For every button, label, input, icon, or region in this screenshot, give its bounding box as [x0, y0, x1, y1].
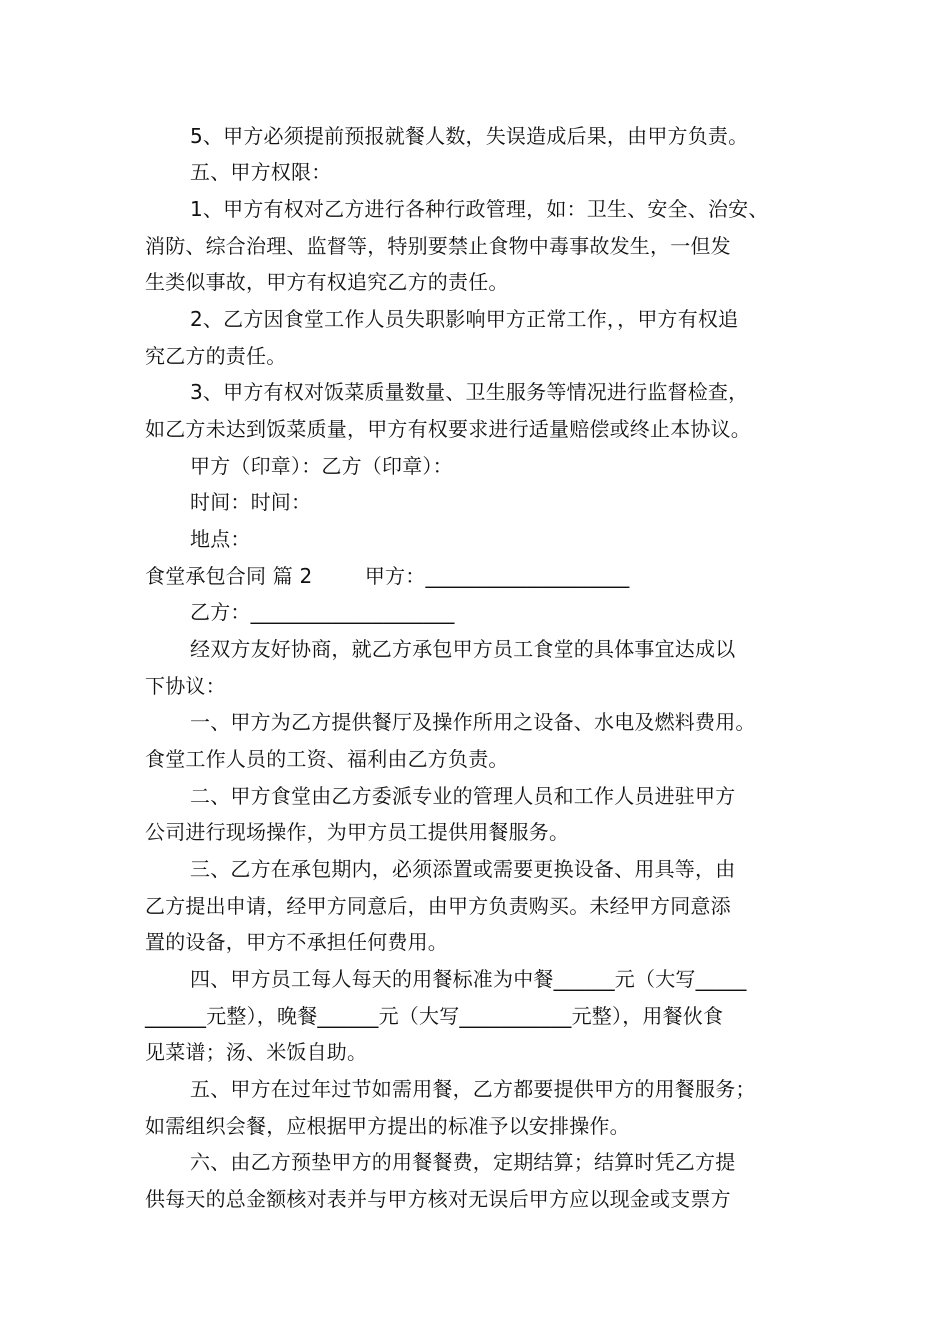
- paragraph-line: ______元整），晚餐______元（大写___________元整），用餐伙食: [145, 1004, 724, 1028]
- paragraph-line: 经双方友好协商，就乙方承包甲方员工食堂的具体事宜达成以: [190, 637, 736, 661]
- paragraph-line: 究乙方的责任。: [145, 344, 287, 368]
- paragraph-line: 消防、综合治理、监督等，特别要禁止食物中毒事故发生，一但发: [145, 234, 731, 258]
- paragraph-line: 供每天的总金额核对表并与甲方核对无误后甲方应以现金或支票方: [145, 1187, 731, 1211]
- paragraph-line: 二、甲方食堂由乙方委派专业的管理人员和工作人员进驻甲方: [190, 784, 736, 808]
- paragraph-line: 如需组织会餐，应根据甲方提出的标准予以安排操作。: [145, 1114, 630, 1138]
- contract-title-line: 食堂承包合同 篇 2 甲方：____________________: [145, 564, 630, 588]
- paragraph-line: 1、甲方有权对乙方进行各种行政管理，如：卫生、安全、治安、: [190, 197, 769, 221]
- signature-line: 甲方（印章）：乙方（印章）：: [190, 454, 453, 478]
- paragraph-line: 下协议：: [145, 674, 226, 698]
- paragraph-line: 置的设备，甲方不承担任何费用。: [145, 930, 448, 954]
- paragraph-line: 见菜谱；汤、米饭自助。: [145, 1040, 368, 1064]
- paragraph-line: 生类似事故，甲方有权追究乙方的责任。: [145, 270, 509, 294]
- paragraph-line: 公司进行现场操作，为甲方员工提供用餐服务。: [145, 820, 570, 844]
- section-heading: 五、甲方权限：: [190, 160, 332, 184]
- paragraph-line: 六、由乙方预垫甲方的用餐餐费，定期结算；结算时凭乙方提: [190, 1150, 736, 1174]
- paragraph-line: 一、甲方为乙方提供餐厅及操作所用之设备、水电及燃料费用。: [190, 710, 756, 734]
- paragraph-line: 2、乙方因食堂工作人员失职影响甲方正常工作，，甲方有权追: [190, 307, 739, 331]
- party-b-line: 乙方：____________________: [190, 600, 455, 624]
- paragraph-line: 5、甲方必须提前预报就餐人数，失误造成后果，由甲方负责。: [190, 124, 749, 148]
- paragraph-line: 四、甲方员工每人每天的用餐标准为中餐______元（大写_____: [190, 967, 747, 991]
- date-line: 时间：时间：: [190, 490, 312, 514]
- location-line: 地点：: [190, 527, 251, 551]
- paragraph-line: 3、甲方有权对饭菜质量数量、卫生服务等情况进行监督检查，: [190, 380, 749, 404]
- paragraph-line: 如乙方未达到饭菜质量，甲方有权要求进行适量赔偿或终止本协议。: [145, 417, 751, 441]
- paragraph-line: 乙方提出申请，经甲方同意后，由甲方负责购买。未经甲方同意添: [145, 894, 731, 918]
- paragraph-line: 三、乙方在承包期内，必须添置或需要更换设备、用具等，由: [190, 857, 736, 881]
- paragraph-line: 五、甲方在过年过节如需用餐，乙方都要提供甲方的用餐服务；: [190, 1077, 756, 1101]
- paragraph-line: 食堂工作人员的工资、福利由乙方负责。: [145, 747, 509, 771]
